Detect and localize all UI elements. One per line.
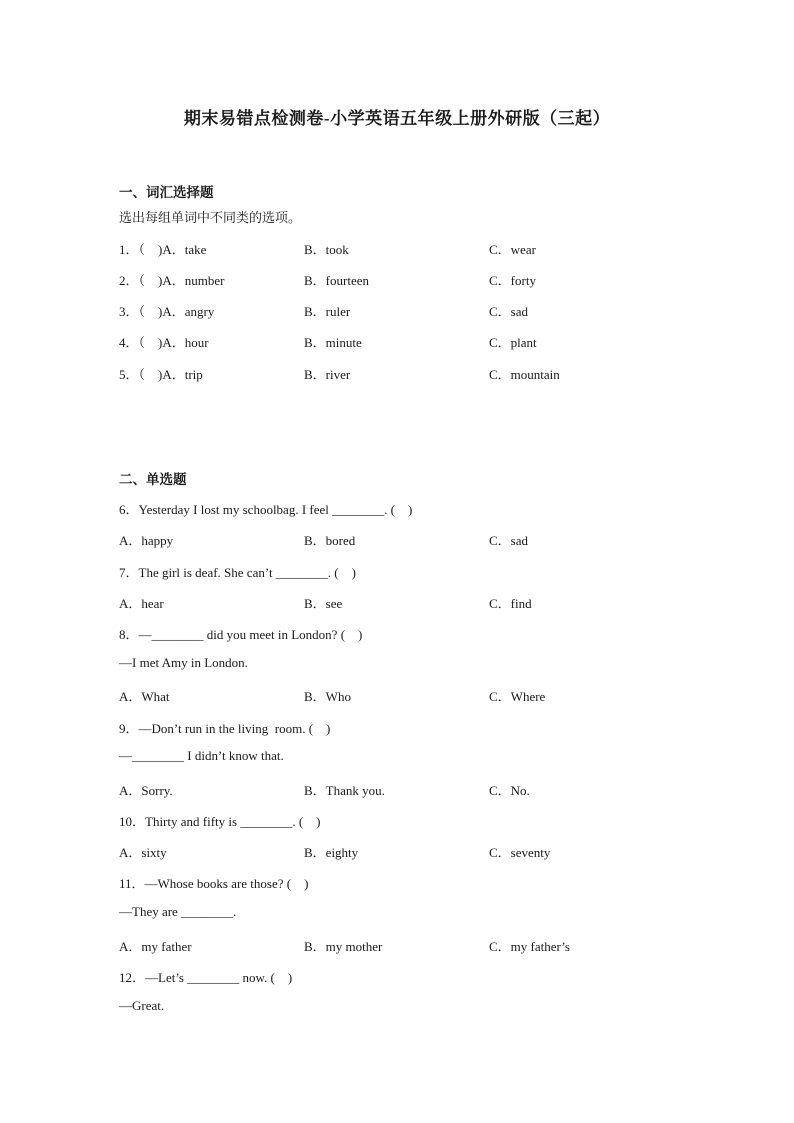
option-c[interactable]: C．wear [489,242,536,257]
option-b[interactable]: B．Who [304,689,351,704]
option-b[interactable]: B．minute [304,335,362,350]
option-c[interactable]: C．sad [489,533,529,548]
option-b[interactable]: B．ruler [304,304,351,319]
option-a[interactable]: 2．（ )A．number [119,273,225,288]
option-a[interactable]: A．sixty [119,845,167,860]
option-a[interactable]: 5．（ )A．trip [119,367,203,382]
option-a[interactable]: 4．（ )A．hour [119,335,209,350]
page-title: 期末易错点检测卷-小学英语五年级上册外研版（三起） [183,109,611,128]
dialogue-reply: —________ I didn’t know that. [119,748,284,763]
option-c[interactable]: C．my father’s [489,939,570,954]
section-heading-single-choice: 二、单选题 [119,472,187,487]
option-b[interactable]: B．river [304,367,351,382]
question-stem: 10．Thirty and fifty is ________. ( ) [119,814,321,829]
option-b[interactable]: B．eighty [304,845,359,860]
dialogue-reply: —I met Amy in London. [119,655,248,670]
option-b[interactable]: B．fourteen [304,273,369,288]
dialogue-reply: —They are ________. [119,904,237,919]
option-c[interactable]: C．Where [489,689,546,704]
option-c[interactable]: C．mountain [489,367,560,382]
dialogue-reply: —Great. [119,998,165,1013]
option-a[interactable]: A．What [119,689,170,704]
option-c[interactable]: C．find [489,596,532,611]
option-a[interactable]: 1．（ )A．take [119,242,207,257]
question-stem: 6．Yesterday I lost my schoolbag. I feel ________. ( ) [119,502,413,517]
question-stem: 7．The girl is deaf. She can’t ________. ( ) [119,565,356,580]
section-instruction: 选出每组单词中不同类的选项。 [119,210,302,225]
option-a[interactable]: A．my father [119,939,192,954]
option-b[interactable]: B．took [304,242,349,257]
question-stem: 8．—________ did you meet in London? ( ) [119,627,363,642]
option-c[interactable]: C．plant [489,335,537,350]
option-b[interactable]: B．my mother [304,939,383,954]
option-c[interactable]: C．No. [489,783,530,798]
option-a[interactable]: A．happy [119,533,174,548]
option-a[interactable]: A．hear [119,596,164,611]
section-heading-vocabulary: 一、词汇选择题 [119,185,214,200]
option-b[interactable]: B．see [304,596,343,611]
option-a[interactable]: A．Sorry. [119,783,173,798]
question-stem: 11．—Whose books are those? ( ) [119,876,309,891]
option-a[interactable]: 3．（ )A．angry [119,304,215,319]
option-c[interactable]: C．seventy [489,845,551,860]
option-b[interactable]: B．bored [304,533,356,548]
question-stem: 9．—Don’t run in the living room. ( ) [119,721,331,736]
option-b[interactable]: B．Thank you. [304,783,385,798]
question-stem: 12．—Let’s ________ now. ( ) [119,970,293,985]
option-c[interactable]: C．sad [489,304,529,319]
option-c[interactable]: C．forty [489,273,536,288]
